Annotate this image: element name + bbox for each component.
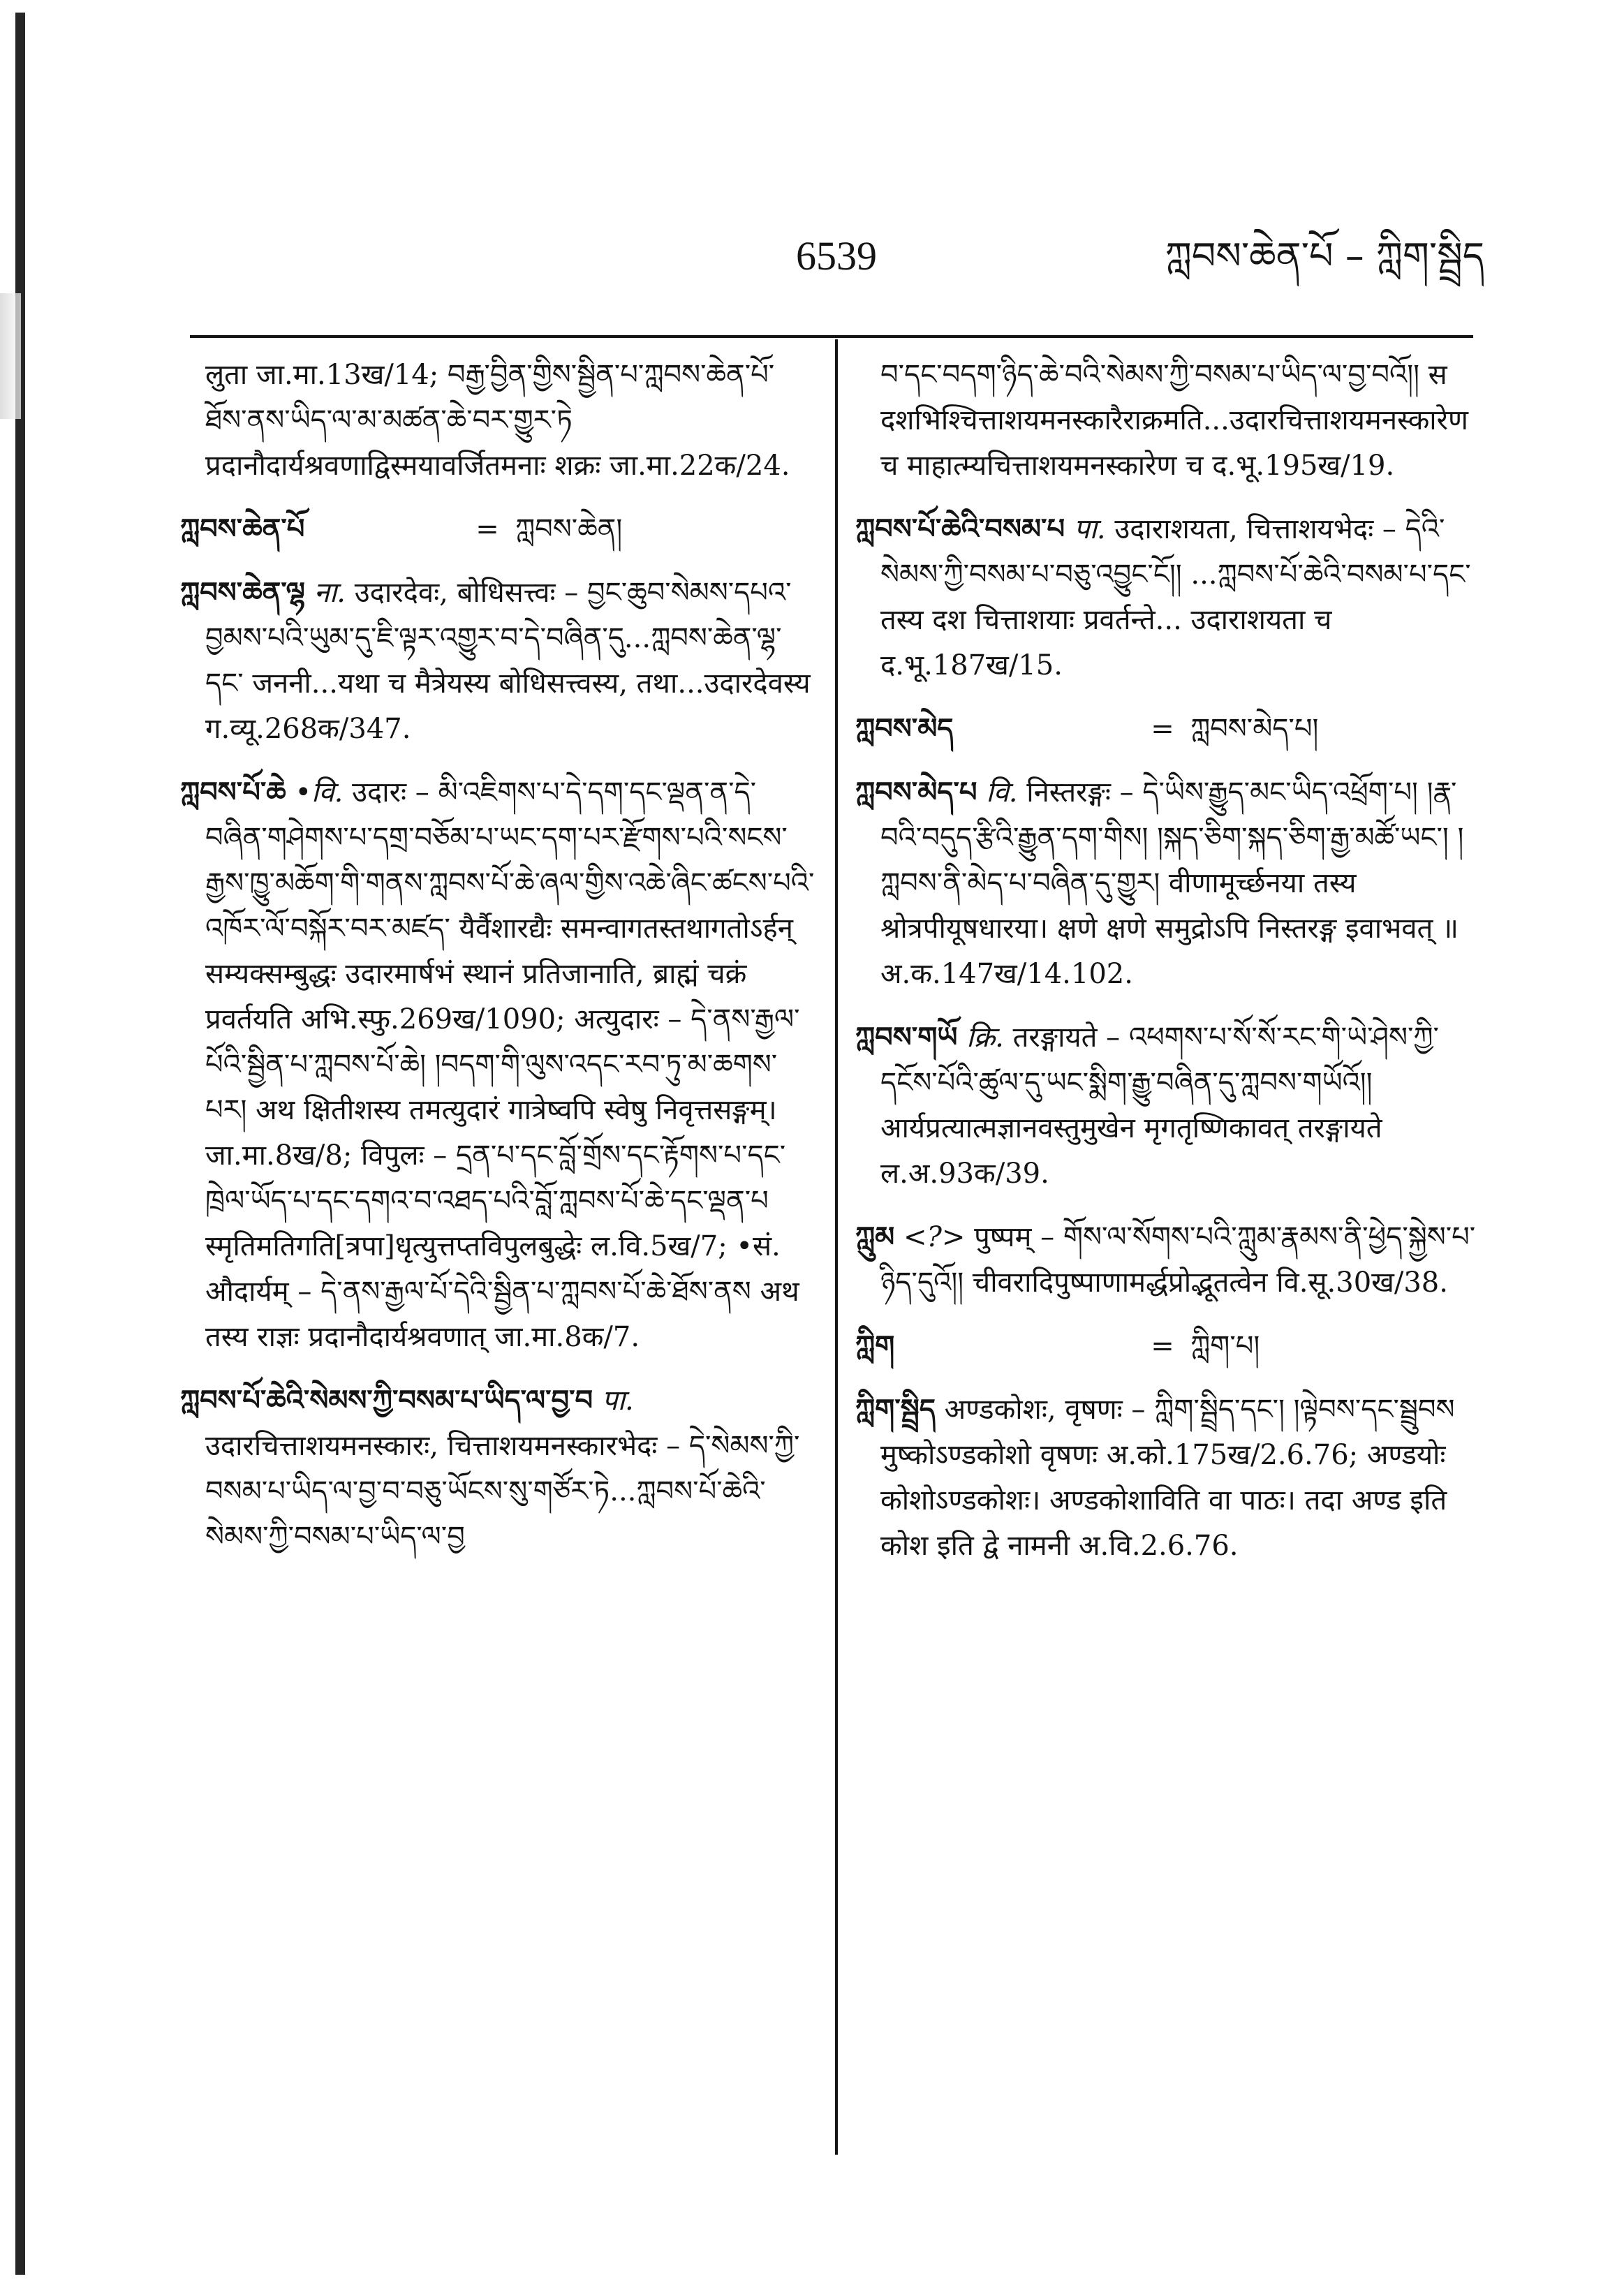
cross-reference-entry	[180, 507, 815, 552]
entry-lemma: ཀླབས་མེད	[855, 713, 954, 745]
entry-lemma: ཀླུམ	[855, 1221, 895, 1253]
grammar-tag: क्रि.	[966, 1021, 1004, 1054]
entry-lemma: ཀླབས་གཡོ	[855, 1021, 958, 1054]
grammar-tag: पा.	[601, 1385, 634, 1417]
dictionary-entry	[180, 353, 815, 489]
column-divider	[835, 339, 838, 2155]
entry-text: अण्डकोशः, वृषणः – ཀླིག་སྦྲིད་དང་། །ལྟེབས་དང་སྦྲུབས मुष्कोऽण्डकोशो वृषणः अ.को.175ख/2.6.76; अण्डयोः कोशोऽण्डकोशः। अण्डकोशाविति वा पाठः। तदा अण्ड इति कोश इति द्वे नामनी अ.वि.2.6.76.	[880, 1394, 1455, 1562]
dictionary-entry	[180, 770, 815, 1360]
cross-reference-entry	[855, 707, 1484, 752]
entry-lemma: ཀླབས་པོ་ཆེའི་སེམས་ཀྱི་བསམ་པ་ཡིད་ལ་བྱ་བ	[180, 1385, 593, 1417]
dictionary-entry	[855, 507, 1484, 688]
dictionary-entry	[180, 1378, 815, 1560]
right-column	[855, 353, 1484, 1587]
page-number: 6539	[796, 233, 877, 279]
entry-lemma: ཀླབས་པོ་ཆེ	[180, 776, 286, 809]
dictionary-entry	[855, 1015, 1484, 1197]
entry-lemma: ཀླབས་ཆེན་པོ	[180, 513, 305, 545]
entry-text: पुष्पम् – གོས་ལ་སོགས་པའི་ཀླུམ་རྣམས་ནི་ཕྱེད་སྐྱེས་པ་ཉིད་དུའོ།། चीवरादिपुष्पाणामर्द्धप्रोद्भूतत्वेन वि.सू.30ख/38.	[880, 1221, 1476, 1299]
entry-lemma: ཀླིག	[855, 1330, 895, 1362]
entry-text: उदारदेवः, बोधिसत्त्वः – བྱང་ཆུབ་སེམས་དཔའ་བྱམས་པའི་ཡུམ་དུ་ཇི་ལྟར་འགྱུར་བ་དེ་བཞིན་དུ...ཀླབས་ཆེན་ལྷ་དང་ जननी...यथा च मैत्रेयस्य बोधिसत्त्वस्य, तथा...उदारदेवस्य ग.व्यू.268क/347.	[205, 577, 811, 745]
entry-text: तरङ्गायते – འཕགས་པ་སོ་སོ་རང་གི་ཡེ་ཤེས་ཀྱི་དངོས་པོའི་ཚུལ་དུ་ཡང་སྨིག་རྒྱུ་བཞིན་དུ་ཀླབས་གཡོའོ།། आर्यप्रत्यात्मज्ञानवस्तुमुखेन मृगतृष्णिकावत् तरङ्गायते ल.अ.93क/39.	[880, 1021, 1439, 1190]
equals-sign: =	[1151, 1330, 1174, 1362]
running-head: ཀླབས་ཆེན་པོ – ཀླིག་སྦྲིད	[1165, 234, 1484, 278]
entry-text: उदाराशयता, चित्ताशयभेदः – དེའི་སེམས་ཀྱི་བསམ་པ་བཅུ་འབྱུང་ངོ།། ...ཀླབས་པོ་ཆེའི་བསམ་པ་དང་ तस्य दश चित्ताशयाः प्रवर्तन्ते... उदाराशयता च द.भू.187ख/15.	[880, 513, 1471, 681]
cross-reference-target: ཀླིག་པ།	[1190, 1330, 1260, 1362]
entry-text: उदारः – མི་འཇིགས་པ་དེ་དག་དང་ལྡན་ན་དེ་བཞིན་གཤེགས་པ་དགྲ་བཅོམ་པ་ཡང་དག་པར་རྫོགས་པའི་སངས་རྒྱས་ཁྱུ་མཆོག་གི་གནས་ཀླབས་པོ་ཆེ་ཞལ་གྱིས་འཆེ་ཞིང་ཚངས་པའི་འཁོར་ལོ་བསྐོར་བར་མཛད་ यैर्वैशारद्यैः समन्वागतस्तथागतोऽर्हन् सम्यक्सम्बुद्धः उदारमार्षभं स्थानं प्रतिजानाति, ब्राह्मं चक्रं प्रवर्तयति अभि.स्फु.269ख/1090; अत्युदारः – དེ་ནས་རྒྱལ་པོའི་སྦྱིན་པ་ཀླབས་པོ་ཆེ། །བདག་གི་ལུས་འདང་རབ་ཏུ་མ་ཆགས་པར། अथ क्षितीशस्य तमत्युदारं गात्रेष्वपि स्वेषु निवृत्तसङ्गम्। जा.मा.8ख/8; विपुलः – དྲན་པ་དང་བློ་གྲོས་དང་རྟོགས་པ་དང་ཁྲེལ་ཡོད་པ་དང་དགའ་བ་འཐད་པའི་བློ་ཀླབས་པོ་ཆེ་དང་ལྡན་པ स्मृतिमतिगति[त्रपा]धृत्युत्तप्तविपुलबुद्धेः ल.वि.5ख/7; •सं. औदार्यम् – དེ་ནས་རྒྱལ་པོ་དེའི་སྦྱིན་པ་ཀླབས་པོ་ཆེ་ཐོས་ནས अथ तस्य राज्ञः प्रदानौदार्यश्रवणात् जा.मा.8क/7.	[205, 776, 815, 1353]
entry-text: བ་དང་བདག་ཉིད་ཆེ་བའི་སེམས་ཀྱི་བསམ་པ་ཡིད་ལ་བྱ་བའོ།། स दशभिश्चित्ताशयमनस्कारैराक्रमति...उदारचित्ताशयमनस्कारेण च माहात्म्यचित्ताशयमनस्कारेण च द.भू.195ख/19.	[880, 359, 1468, 482]
cross-reference-target: ཀླབས་ཆེན།	[515, 513, 623, 545]
entry-text: लुता जा.मा.13ख/14; བརྒྱ་བྱིན་གྱིས་སྦྱིན་པ་ཀླབས་ཆེན་པོ་ཐོས་ནས་ཡིད་ལ་མ་མཚན་ཆེ་བར་གྱུར་ཏེ प्रदानौदार्यश्रवणाद्विस्मयावर्जितमनाः शक्रः जा.मा.22क/24.	[205, 359, 790, 482]
dictionary-entry	[180, 570, 815, 752]
scan-edge-smudge	[0, 293, 21, 419]
entry-lemma: ཀླབས་པོ་ཆེའི་བསམ་པ	[855, 513, 1065, 545]
grammar-tag: ना.	[313, 577, 346, 609]
dictionary-entry	[855, 1215, 1484, 1306]
entry-text: निस्तरङ्गः – དེ་ཡིས་རྒྱུད་མང་ཡིད་འཕྲོག་པ། །རྣ་བའི་བདུད་རྩིའི་རྒྱུན་དག་གིས། །སྐད་ཅིག་སྐད་ཅིག་རྒྱ་མཚོ་ཡང་། །ཀླབས་ནི་མེད་པ་བཞིན་དུ་གྱུར། वीणामूर्च्छनया तस्य श्रोत्रपीयूषधारया। क्षणे क्षणे समुद्रोऽपि निस्तरङ्ग इवाभवत् ॥ अ.क.147ख/14.102.	[880, 776, 1464, 990]
cross-reference-target: ཀླབས་མེད་པ།	[1190, 713, 1319, 745]
dictionary-entry	[855, 353, 1484, 489]
dictionary-entry	[855, 1387, 1484, 1569]
cross-reference-entry	[855, 1324, 1484, 1369]
entry-lemma: ཀླབས་ཆེན་ལྷ	[180, 577, 305, 609]
equals-sign: =	[1151, 713, 1174, 745]
header-rule	[190, 335, 1473, 338]
dictionary-entry	[855, 770, 1484, 997]
entry-text: उदारचित्ताशयमनस्कारः, चित्ताशयमनस्कारभेदः – དེ་སེམས་ཀྱི་བསམ་པ་ཡིད་ལ་བྱ་བ་བཅུ་ཡོངས་སུ་གཙོར་ཏེ...ཀླབས་པོ་ཆེའི་སེམས་ཀྱི་བསམ་པ་ཡིད་ལ་བྱ	[205, 1430, 800, 1553]
grammar-tag: पा.	[1073, 513, 1106, 545]
left-column	[180, 353, 815, 1578]
grammar-tag: <?>	[903, 1221, 966, 1253]
entry-lemma: ཀླབས་མེད་པ	[855, 776, 977, 809]
grammar-tag: वि.	[986, 776, 1018, 809]
entry-lemma: ཀླིག་སྦྲིད	[855, 1394, 936, 1426]
grammar-tag: •वि.	[295, 776, 344, 809]
equals-sign: =	[475, 513, 499, 545]
